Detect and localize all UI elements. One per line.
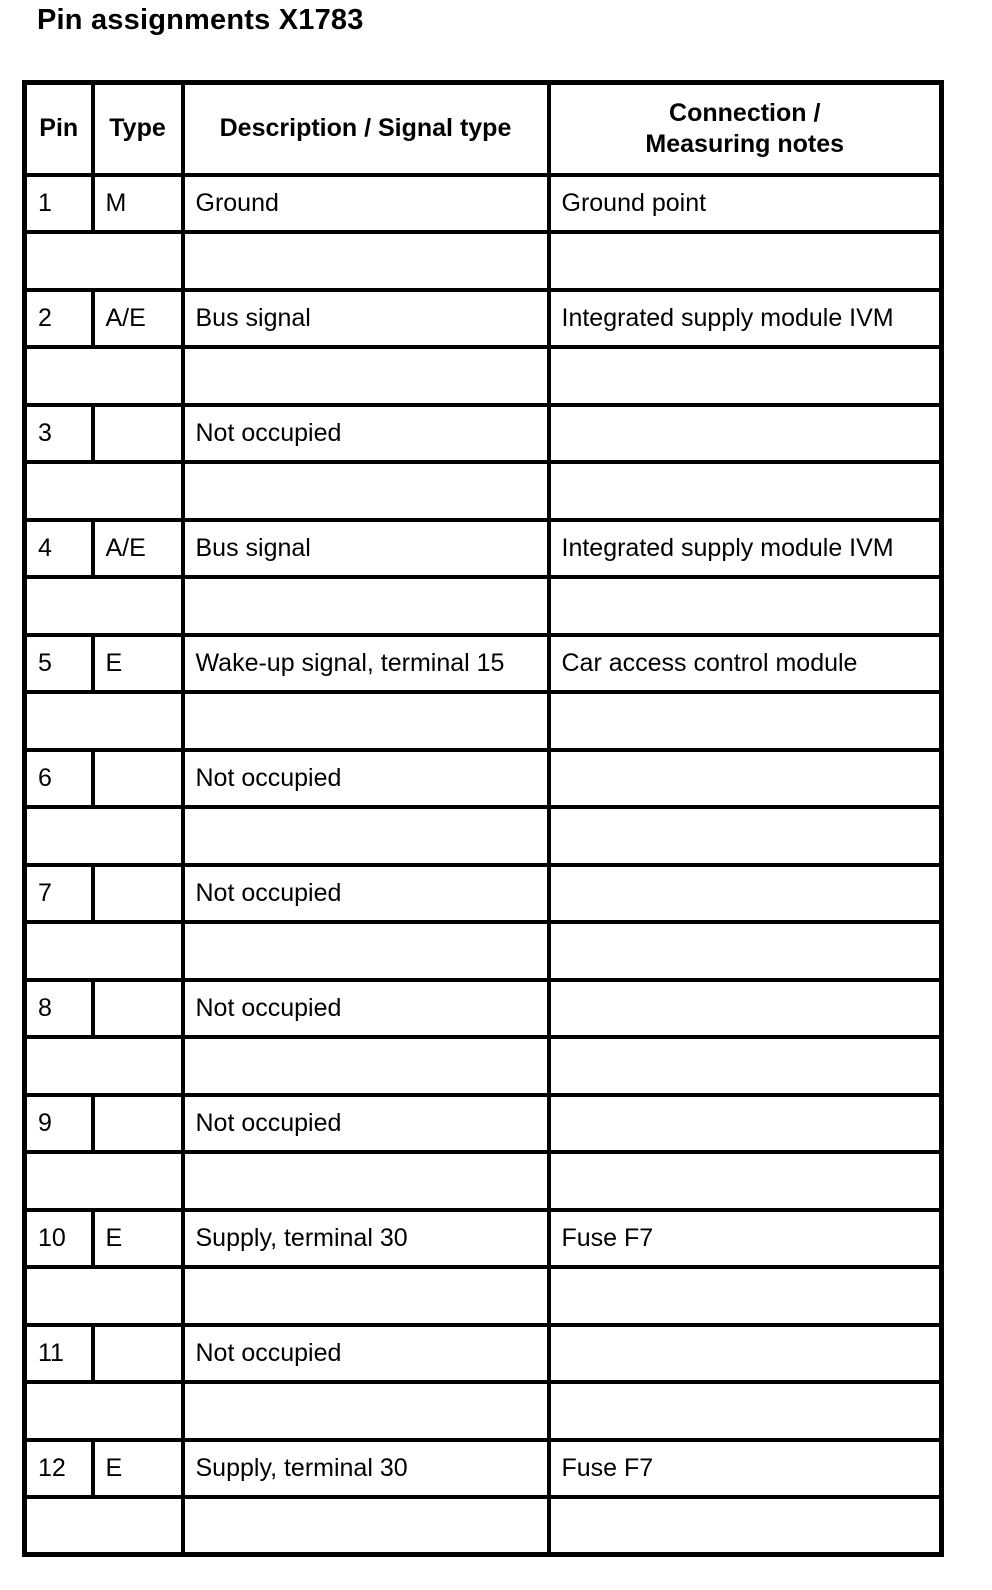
- type-cell: A/E: [93, 290, 183, 348]
- spacer-row: [25, 692, 942, 750]
- description-cell: Bus signal: [183, 290, 549, 348]
- pin-cell: 6: [25, 750, 93, 808]
- spacer-cell: [549, 692, 942, 750]
- description-cell: Ground: [183, 175, 549, 233]
- type-cell: E: [93, 1440, 183, 1498]
- page-title: Pin assignments X1783: [37, 4, 364, 36]
- connection-cell: [549, 1095, 942, 1153]
- spacer-row: [25, 577, 942, 635]
- pin-cell: 11: [25, 1325, 93, 1383]
- spacer-cell: [25, 922, 183, 980]
- spacer-cell: [549, 922, 942, 980]
- table-row: [25, 980, 942, 1038]
- type-cell: E: [93, 1210, 183, 1268]
- spacer-cell: [183, 232, 549, 290]
- spacer-cell: [25, 577, 183, 635]
- spacer-row: [25, 232, 942, 290]
- type-cell: [93, 1095, 183, 1153]
- header-connection-line2: Measuring notes: [645, 129, 845, 158]
- pin-cell: 2: [25, 290, 93, 348]
- header-description: Description / Signal type: [183, 83, 549, 175]
- description-cell: Wake-up signal, terminal 15: [183, 635, 549, 693]
- table-row: [25, 1325, 942, 1383]
- spacer-row: [25, 1382, 942, 1440]
- spacer-cell: [25, 462, 183, 520]
- spacer-cell: [183, 347, 549, 405]
- spacer-cell: [183, 922, 549, 980]
- spacer-cell: [183, 1382, 549, 1440]
- table-row: [25, 290, 942, 348]
- spacer-cell: [549, 1037, 942, 1095]
- pin-cell: 3: [25, 405, 93, 463]
- table-row: [25, 1210, 942, 1268]
- description-cell: Bus signal: [183, 520, 549, 578]
- spacer-cell: [25, 232, 183, 290]
- table-row: [25, 750, 942, 808]
- spacer-cell: [25, 1267, 183, 1325]
- description-cell: Not occupied: [183, 405, 549, 463]
- connection-cell: Car access control module: [549, 635, 942, 693]
- spacer-cell: [183, 1152, 549, 1210]
- spacer-cell: [183, 577, 549, 635]
- connection-cell: Fuse F7: [549, 1210, 942, 1268]
- table-row: [25, 865, 942, 923]
- spacer-row: [25, 922, 942, 980]
- spacer-row: [25, 1152, 942, 1210]
- pin-cell: 1: [25, 175, 93, 233]
- table-body: [25, 175, 942, 1555]
- spacer-cell: [183, 692, 549, 750]
- pin-cell: 4: [25, 520, 93, 578]
- pin-cell: 5: [25, 635, 93, 693]
- type-cell: A/E: [93, 520, 183, 578]
- connection-cell: Ground point: [549, 175, 942, 233]
- spacer-cell: [183, 1497, 549, 1555]
- description-cell: Supply, terminal 30: [183, 1210, 549, 1268]
- spacer-cell: [25, 1152, 183, 1210]
- spacer-cell: [183, 462, 549, 520]
- spacer-row: [25, 807, 942, 865]
- header-row: [25, 83, 942, 175]
- type-cell: [93, 750, 183, 808]
- header-pin: Pin: [25, 83, 93, 175]
- pin-cell: 12: [25, 1440, 93, 1498]
- type-cell: [93, 980, 183, 1038]
- spacer-row: [25, 1497, 942, 1555]
- connection-cell: Integrated supply module IVM: [549, 520, 942, 578]
- table-row: [25, 520, 942, 578]
- connection-cell: Fuse F7: [549, 1440, 942, 1498]
- pin-cell: 10: [25, 1210, 93, 1268]
- pin-cell: 9: [25, 1095, 93, 1153]
- spacer-cell: [549, 1152, 942, 1210]
- description-cell: Not occupied: [183, 1095, 549, 1153]
- type-cell: [93, 865, 183, 923]
- spacer-cell: [549, 462, 942, 520]
- spacer-cell: [549, 232, 942, 290]
- spacer-cell: [25, 1497, 183, 1555]
- spacer-cell: [183, 1037, 549, 1095]
- pin-cell: 7: [25, 865, 93, 923]
- description-cell: Supply, terminal 30: [183, 1440, 549, 1498]
- table-row: [25, 635, 942, 693]
- spacer-cell: [25, 1382, 183, 1440]
- header-connection-line1: Connection /: [669, 98, 821, 127]
- connection-cell: [549, 1325, 942, 1383]
- spacer-cell: [549, 1267, 942, 1325]
- type-cell: [93, 405, 183, 463]
- spacer-cell: [25, 807, 183, 865]
- spacer-row: [25, 1037, 942, 1095]
- pin-assignment-table: [22, 80, 944, 1557]
- spacer-cell: [549, 1382, 942, 1440]
- spacer-cell: [25, 692, 183, 750]
- description-cell: Not occupied: [183, 980, 549, 1038]
- description-cell: Not occupied: [183, 865, 549, 923]
- connection-cell: Integrated supply module IVM: [549, 290, 942, 348]
- table-row: [25, 1440, 942, 1498]
- description-cell: Not occupied: [183, 1325, 549, 1383]
- connection-cell: [549, 865, 942, 923]
- connection-cell: [549, 750, 942, 808]
- header-connection: [549, 83, 942, 175]
- spacer-cell: [25, 1037, 183, 1095]
- spacer-cell: [183, 1267, 549, 1325]
- table-row: [25, 405, 942, 463]
- description-cell: Not occupied: [183, 750, 549, 808]
- spacer-cell: [183, 807, 549, 865]
- type-cell: M: [93, 175, 183, 233]
- spacer-cell: [549, 1497, 942, 1555]
- table-row: [25, 175, 942, 233]
- spacer-cell: [549, 807, 942, 865]
- spacer-row: [25, 1267, 942, 1325]
- connection-cell: [549, 405, 942, 463]
- type-cell: E: [93, 635, 183, 693]
- spacer-cell: [549, 577, 942, 635]
- header-type: Type: [93, 83, 183, 175]
- spacer-cell: [25, 347, 183, 405]
- table-row: [25, 1095, 942, 1153]
- type-cell: [93, 1325, 183, 1383]
- spacer-row: [25, 462, 942, 520]
- pin-cell: 8: [25, 980, 93, 1038]
- spacer-row: [25, 347, 942, 405]
- spacer-cell: [549, 347, 942, 405]
- connection-cell: [549, 980, 942, 1038]
